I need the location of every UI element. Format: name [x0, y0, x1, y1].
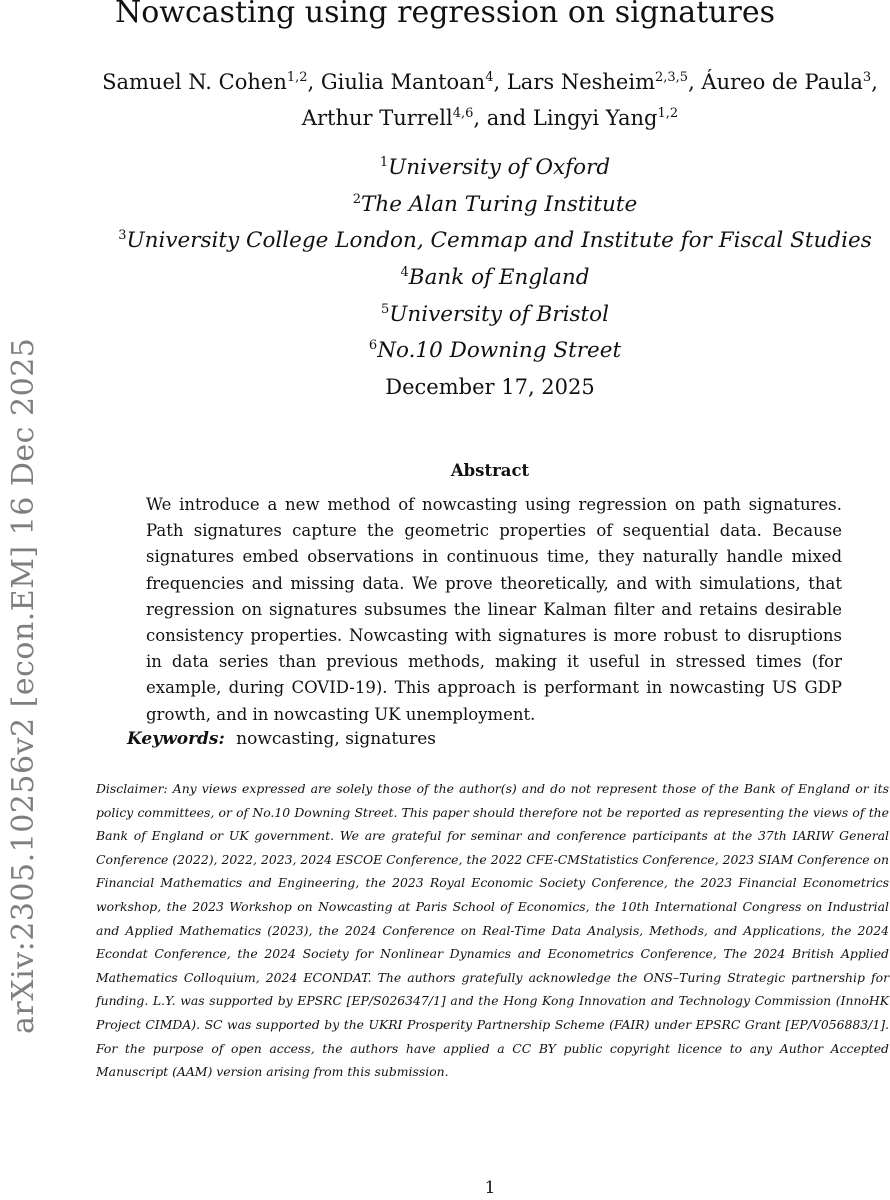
author-affiliation-marker: 2,3,5 — [654, 70, 689, 85]
author-name: Lingyi Yang — [532, 106, 658, 130]
author-name: Arthur Turrell — [301, 106, 453, 130]
keywords-line — [127, 726, 847, 752]
affiliation-item — [110, 147, 880, 184]
paper-title: Nowcasting using regression on signatures — [114, 0, 776, 30]
author-affiliation-marker: 1,2 — [657, 106, 679, 121]
affiliation-marker: 4 — [400, 264, 409, 280]
affiliation-item — [110, 184, 880, 221]
affiliation-name: University of Oxford — [388, 155, 611, 181]
author-name: Giulia Mantoan — [320, 70, 486, 94]
affiliation-item — [110, 220, 880, 257]
disclaimer-footnote: Disclaimer: Any views expressed are solely those of the author(s) and do not represent those of the Bank of England or its policy committees, or of No.10 Downing Street. This paper should therefore not be reported as representing the views of the Bank of England or UK government. We are grateful for seminar and conference participants at the 37th IARIW General Conference (2022), 2022, 2023, 2024 ESCOE Conference, the 2022 CFE-CMStatistics Conference, 2023 SIAM Conference on Financial Mathematics and Engineering, the 2023 Royal Economic Society Conference, the 2023 Financial Econometrics workshop, the 2023 Workshop on Nowcasting at Paris School of Economics, the 10th International Congress on Industrial and Applied Mathematics (2023), the 2024 Conference on Real-Time Data Analysis, Methods, and Applications, the 2024 Econdat Conference, the 2024 Society for Nonlinear Dynamics and Econometrics Conference, The 2024 British Applied Mathematics Colloquium, 2024 ECONDAT. The authors gratefully acknowledge the ONS–Turing Strategic partnership for funding. L.Y. was supported by EPSRC [EP/S026347/1] and the Hong Kong Innovation and Technology Commission (InnoHK Project CIMDA). SC was supported by the UKRI Prosperity Partnership Scheme (FAIR) under EPSRC Grant [EP/V056883/1]. For the purpose of open access, the authors have applied a CC BY public copyright licence to any Author Accepted Manuscript (AAM) version arising from this submission. — [96, 781, 889, 1080]
author-name: Samuel N. Cohen — [102, 70, 287, 94]
page-number: 1 — [484, 1178, 496, 1198]
author-separator: , — [688, 70, 702, 94]
arxiv-identifier-stamp — [4, 200, 44, 1200]
publication-date: December 17, 2025 — [385, 375, 595, 399]
affiliation-marker: 1 — [379, 155, 389, 170]
arxiv-identifier-text: arXiv:2305.10256v2 [econ.EM] 16 Dec 2025 — [6, 337, 41, 1034]
author-name: Lars Nesheim — [506, 70, 655, 94]
affiliation-item — [110, 330, 880, 367]
affiliation-list — [110, 147, 880, 367]
affiliation-name: Bank of England — [408, 265, 590, 291]
affiliation-marker: 2 — [352, 191, 362, 207]
keywords-label: Keywords: — [127, 729, 225, 749]
keywords-value: nowcasting, signatures — [236, 729, 437, 749]
affiliation-name: No.10 Downing Street — [377, 338, 622, 364]
affiliation-name: University College London, Cemmap and Institute for Fiscal Studies — [126, 228, 872, 254]
author-separator: , — [307, 70, 321, 94]
affiliation-marker: 3 — [118, 228, 127, 244]
author-affiliation-marker: 4 — [485, 70, 494, 85]
author-affiliation-marker: 1,2 — [286, 70, 308, 85]
author-affiliation-marker: 3 — [862, 70, 872, 85]
affiliation-name: The Alan Turing Institute — [361, 191, 638, 217]
affiliation-item — [110, 257, 880, 294]
affiliation-name: University of Bristol — [389, 301, 609, 327]
author-list — [90, 62, 890, 134]
author-separator: , and — [473, 106, 533, 130]
affiliation-item — [110, 294, 880, 331]
author-affiliation-marker: 4,6 — [452, 106, 474, 121]
author-name: Áureo de Paula — [701, 70, 863, 94]
author-separator: , — [493, 70, 507, 94]
author-separator: , — [871, 70, 878, 94]
affiliation-marker: 5 — [381, 301, 390, 317]
abstract-heading: Abstract — [450, 461, 530, 480]
affiliation-marker: 6 — [368, 338, 378, 354]
abstract-body: We introduce a new method of nowcasting using regression on path signatures. Path signatures capture the geometric properties of sequential data. Because signatures embed observations in continuous time, they naturally handle mixed frequencies and missing data. We prove theoretically, and with simulations, that regression on signatures subsumes the linear Kalman filter and retains desirable consistency properties. Nowcasting with signatures is more robust to disruptions in data series than previous methods, making it useful in stressed times (for example, during COVID-19). This approach is performant in nowcasting US GDP growth, and in nowcasting UK unemployment. — [146, 495, 842, 724]
